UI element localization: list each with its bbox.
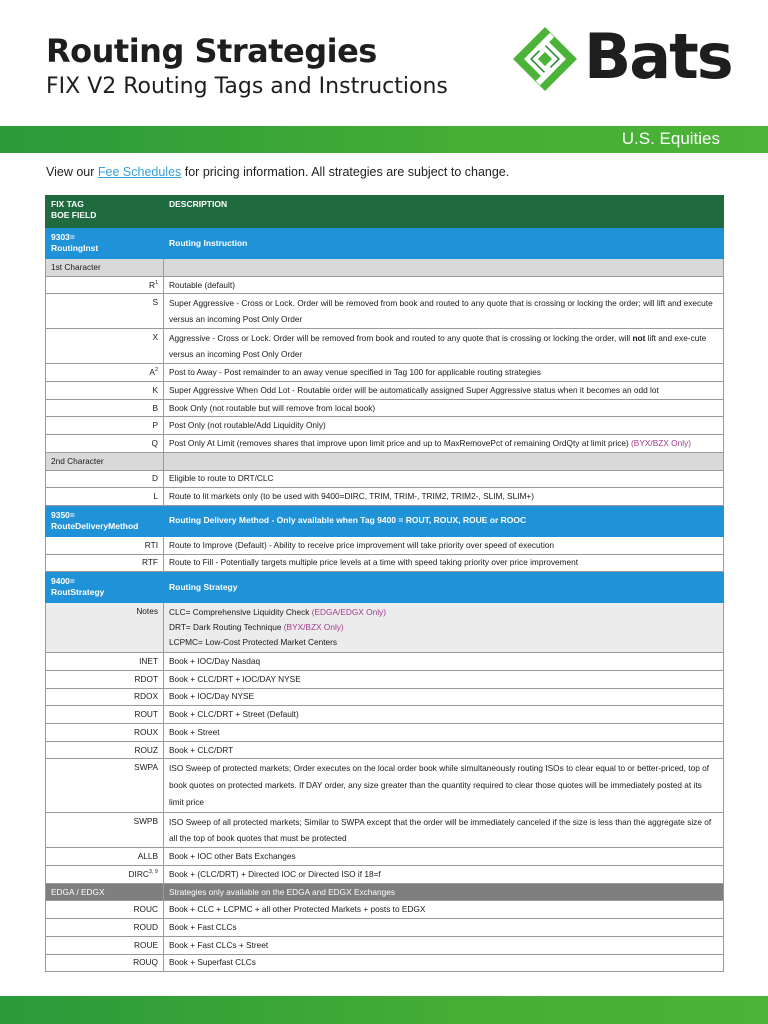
tag-value: SWPB <box>133 816 158 827</box>
tag-value: B <box>152 402 158 413</box>
description-text: Book + Street <box>169 726 220 737</box>
emphasis-text: not <box>632 333 646 344</box>
table-row <box>46 688 724 706</box>
description-text: Book + CLC/DRT <box>169 744 234 755</box>
intro-before: View our <box>46 165 98 179</box>
footnote-marker: 2 <box>154 367 158 374</box>
description-cell <box>164 670 724 688</box>
table-row <box>46 653 724 671</box>
footer-band <box>0 996 768 1024</box>
description-text: Book + (CLC/DRT) + Directed IOC or Directed ISO if 18=f <box>169 868 381 879</box>
tag-value: R <box>148 279 155 290</box>
description-cell <box>164 554 724 572</box>
tag-cell <box>46 724 164 742</box>
subheading-row <box>46 259 724 277</box>
tag-value: SWPA <box>134 762 158 773</box>
description-text: Book + CLC + LCPMC + all other Protected Markets + posts to EDGX <box>169 904 426 915</box>
notes-text: LCPMC= Low-Cost Protected Market Centers <box>169 637 338 648</box>
group-description: Strategies only available on the EDGA and EDGX Exchanges <box>169 886 395 897</box>
group-label: 1st Character <box>51 261 101 272</box>
page-subtitle: FIX V2 Routing Tags and Instructions <box>46 74 448 99</box>
header-tag-line1: FIX TAG <box>51 199 84 209</box>
tag-cell <box>46 470 164 488</box>
section-tag-line2: RoutStrategy <box>51 587 105 598</box>
tag-value: Q <box>151 437 158 448</box>
description-cell <box>164 724 724 742</box>
description-text: Book Only (not routable but will remove from local book) <box>169 402 376 413</box>
description-cell <box>164 399 724 417</box>
description-cell <box>164 759 724 813</box>
tag-value: K <box>152 384 158 395</box>
description-cell <box>164 536 724 554</box>
description-cell <box>164 294 724 329</box>
tag-cell <box>46 382 164 400</box>
description-cell <box>164 259 724 277</box>
group-label: EDGA / EDGX <box>51 886 105 897</box>
table-row <box>46 554 724 572</box>
tag-cell <box>46 759 164 813</box>
tag-cell <box>46 603 164 653</box>
section-description: Routing Delivery Method - Only available when Tag 9400 = ROUT, ROUX, ROUE or ROOC <box>169 515 527 526</box>
tag-value: ROUD <box>133 921 158 932</box>
description-text: Book + IOC/Day NYSE <box>169 691 255 702</box>
tag-value: X <box>152 332 158 343</box>
section-tag-line1: 9350= <box>51 509 75 520</box>
header-tag-line2: BOE FIELD <box>51 210 97 220</box>
table-row <box>46 936 724 954</box>
tag-value: ROUX <box>134 726 158 737</box>
description-cell <box>164 848 724 866</box>
table-row <box>46 382 724 400</box>
description-text: lift and exe-cute versus an incoming Post Only Order <box>169 333 707 360</box>
tag-cell <box>46 399 164 417</box>
description-text: Post Only At Limit (removes shares that improve upon limit price and up to MaxRemovePct of remaining OrdQty at limit price) <box>169 437 629 448</box>
description-text: Book + CLC/DRT + Street (Default) <box>169 709 299 720</box>
bats-logo <box>512 20 732 93</box>
group-row <box>46 883 724 901</box>
description-cell <box>164 741 724 759</box>
tag-value: P <box>152 420 158 431</box>
description-cell <box>164 653 724 671</box>
exchange-note: (BYX/BZX Only) <box>283 622 344 633</box>
notes-line <box>169 635 718 650</box>
table-row <box>46 848 724 866</box>
tag-cell <box>46 866 164 884</box>
table-row <box>46 954 724 972</box>
description-text: Super Aggressive - Cross or Lock. Order will be removed from book and routed to any quote that is crossing or locking the order; will lift and execute versus an incoming Post Only Order <box>169 298 713 325</box>
tag-cell <box>46 554 164 572</box>
table-row <box>46 724 724 742</box>
tag-value: ROUT <box>134 709 158 720</box>
tag-cell <box>46 670 164 688</box>
section-tag-line2: RoutingInst <box>51 243 99 253</box>
intro-after: for pricing information. All strategies are subject to change. <box>181 165 510 179</box>
tag-cell <box>46 259 164 277</box>
description-cell <box>164 505 724 536</box>
notes-label: Notes <box>136 606 158 617</box>
description-cell <box>164 866 724 884</box>
tag-cell <box>46 294 164 329</box>
logo-text: Bats <box>584 20 732 93</box>
description-cell <box>164 919 724 937</box>
tag-cell <box>46 276 164 294</box>
section-row <box>46 505 724 536</box>
tag-cell <box>46 901 164 919</box>
description-cell <box>164 382 724 400</box>
tag-value: ROUQ <box>133 957 158 968</box>
tag-cell <box>46 228 164 259</box>
tag-cell <box>46 741 164 759</box>
tag-value: DIRC <box>128 868 149 879</box>
tag-value: RDOT <box>134 673 158 684</box>
subheading-row <box>46 452 724 470</box>
tag-cell <box>46 488 164 506</box>
table-header-row <box>46 196 724 228</box>
table-row <box>46 813 724 848</box>
description-cell <box>164 572 724 603</box>
tag-cell <box>46 329 164 364</box>
tag-cell <box>46 936 164 954</box>
table-row <box>46 759 724 813</box>
table-row <box>46 488 724 506</box>
description-cell <box>164 603 724 653</box>
tag-value: ROUZ <box>134 744 158 755</box>
notes-line <box>169 620 718 635</box>
description-cell <box>164 813 724 848</box>
table-row <box>46 741 724 759</box>
tag-cell <box>46 572 164 603</box>
tag-cell <box>46 536 164 554</box>
tag-cell <box>46 848 164 866</box>
description-text: ISO Sweep of all protected markets; Similar to SWPA except that the order will be immediately canceled if the size is less than the aggregate size of all the top of book quotes that must be protected <box>169 817 712 844</box>
description-text: ISO Sweep of protected markets; Order executes on the local order book while simultaneously routing ISOs to clear equal to or better-priced, top of book quotes on protected markets. If DAY order, any size greater than the quantity required to clear those quotes will be immediately posted at its limit price <box>169 763 710 808</box>
description-cell <box>164 488 724 506</box>
table-row <box>46 364 724 382</box>
description-text: Post to Away - Post remainder to an away venue specified in Tag 100 for applicable routing strategies <box>169 367 541 378</box>
tag-cell <box>46 435 164 453</box>
tag-value: RTF <box>142 557 158 568</box>
description-text: Book + Fast CLCs + Street <box>169 939 269 950</box>
tag-cell <box>46 364 164 382</box>
description-text: Eligible to route to DRT/CLC <box>169 473 274 484</box>
description-cell <box>164 276 724 294</box>
tag-value: RDOX <box>134 691 158 702</box>
footnote-marker: 3, 9 <box>148 868 158 875</box>
table-row <box>46 294 724 329</box>
tag-value: ALLB <box>137 851 158 862</box>
description-text: Book + CLC/DRT + IOC/DAY NYSE <box>169 673 301 684</box>
table-row <box>46 470 724 488</box>
description-text: Route to Improve (Default) - Ability to receive price improvement will take priority over speed of execution <box>169 539 555 550</box>
description-text: Book + IOC/Day Nasdaq <box>169 656 261 667</box>
table-row <box>46 706 724 724</box>
tag-value: S <box>152 297 158 308</box>
table-row <box>46 417 724 435</box>
description-cell <box>164 954 724 972</box>
tag-cell <box>46 505 164 536</box>
table-row <box>46 276 724 294</box>
description-text: Super Aggressive When Odd Lot - Routable order will be automatically assigned Super Aggressive status when it becomes an odd lot <box>169 384 659 395</box>
table-row <box>46 901 724 919</box>
tag-cell <box>46 688 164 706</box>
notes-text: CLC= Comprehensive Liquidity Check <box>169 607 312 618</box>
description-text: Routable (default) <box>169 279 235 290</box>
routing-table <box>45 195 724 972</box>
group-label: 2nd Character <box>51 455 104 466</box>
description-cell <box>164 883 724 901</box>
tag-cell <box>46 452 164 470</box>
description-cell <box>164 470 724 488</box>
tag-value: A <box>149 367 155 378</box>
tag-value: ROUC <box>133 904 158 915</box>
table-row <box>46 329 724 364</box>
tag-value: ROUE <box>134 939 158 950</box>
notes-line <box>169 605 718 620</box>
footnote-marker: 1 <box>154 279 158 286</box>
section-row <box>46 572 724 603</box>
table-row <box>46 399 724 417</box>
tag-cell <box>46 883 164 901</box>
description-text: Aggressive - Cross or Lock. Order will be removed from book and routed to any quote that is crossing or locking the order, will <box>169 333 633 344</box>
description-text: Route to lit markets only (to be used with 9400=DIRC, TRIM, TRIM-, TRIM2, TRIM2-, SLIM, SLIM+) <box>169 491 535 502</box>
description-cell <box>164 228 724 259</box>
intro-text <box>46 165 509 179</box>
exchange-note: (EDGA/EDGX Only) <box>311 607 386 618</box>
page-title: Routing Strategies <box>46 32 377 70</box>
description-text: Post Only (not routable/Add Liquidity Only) <box>169 420 326 431</box>
header-description-cell: DESCRIPTION <box>164 196 724 228</box>
section-tag-line1: 9303= <box>51 232 75 242</box>
description-cell <box>164 364 724 382</box>
description-cell <box>164 901 724 919</box>
description-cell <box>164 936 724 954</box>
section-tag-line2: RouteDeliveryMethod <box>51 520 139 531</box>
tag-value: INET <box>139 656 158 667</box>
description-cell <box>164 688 724 706</box>
tag-value: RTI <box>144 539 158 550</box>
description-text: Book + Superfast CLCs <box>169 957 256 968</box>
notes-row <box>46 603 724 653</box>
description-cell <box>164 452 724 470</box>
table-row <box>46 919 724 937</box>
description-text: Book + IOC other Bats Exchanges <box>169 851 296 862</box>
description-cell <box>164 417 724 435</box>
description-cell <box>164 435 724 453</box>
description-cell <box>164 329 724 364</box>
section-tag-line1: 9400= <box>51 576 75 587</box>
tag-value: D <box>152 473 158 484</box>
table-row <box>46 866 724 884</box>
header-tag-cell <box>46 196 164 228</box>
tag-cell <box>46 954 164 972</box>
tag-cell <box>46 706 164 724</box>
table-row <box>46 536 724 554</box>
tag-cell <box>46 417 164 435</box>
tag-value: L <box>153 491 158 502</box>
section-description: Routing Instruction <box>169 237 248 248</box>
division-band <box>0 126 768 153</box>
table-row <box>46 670 724 688</box>
table-row <box>46 435 724 453</box>
fee-schedules-link[interactable]: Fee Schedules <box>97 165 182 179</box>
division-label: U.S. Equities <box>621 129 720 148</box>
tag-cell <box>46 919 164 937</box>
notes-text: DRT= Dark Routing Technique <box>169 622 284 633</box>
description-text: Book + Fast CLCs <box>169 921 237 932</box>
bats-logo-mark-icon <box>512 26 578 92</box>
description-text: Route to Fill - Potentially targets multiple price levels at a time with speed taking priority over price improvement <box>169 557 579 568</box>
tag-cell <box>46 653 164 671</box>
exchange-note: (BYX/BZX Only) <box>631 437 691 448</box>
section-row <box>46 228 724 259</box>
description-cell <box>164 706 724 724</box>
tag-cell <box>46 813 164 848</box>
section-description: Routing Strategy <box>169 581 238 592</box>
